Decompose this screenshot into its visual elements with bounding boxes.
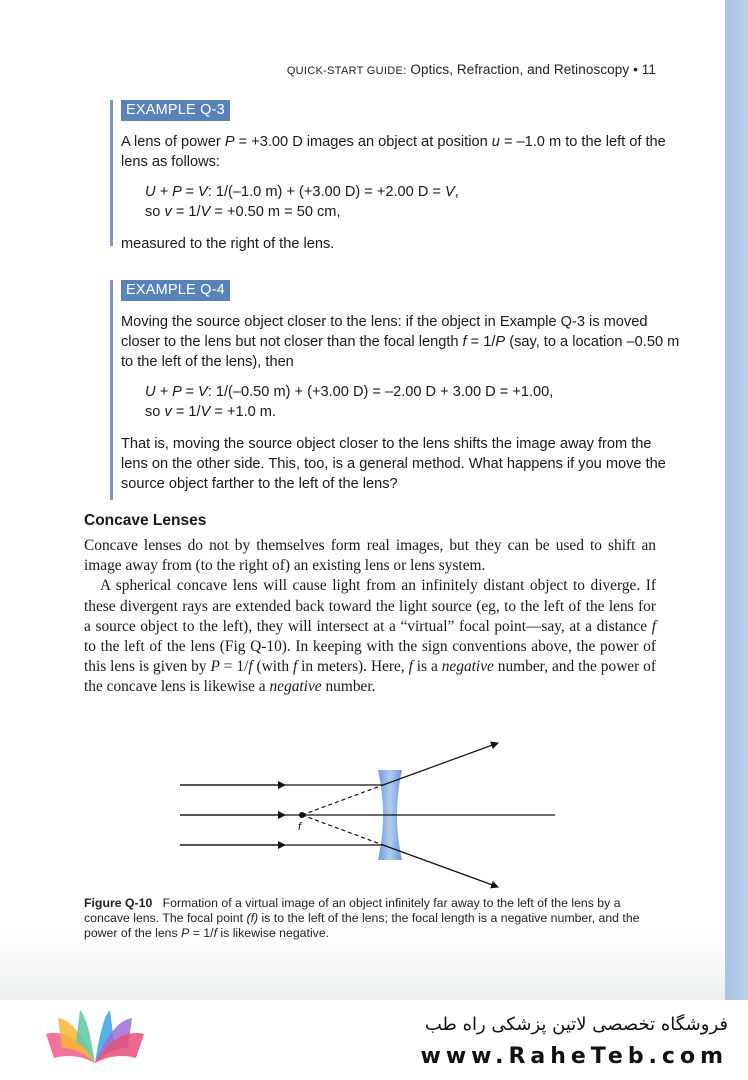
focal-point-label: f <box>298 821 302 833</box>
para2-negative-2: negative <box>269 678 322 696</box>
example-q3-eq2-e: = +0.50 m = 50 cm, <box>210 204 341 220</box>
example-q3-intro-u: u <box>491 134 500 150</box>
example-q4-box <box>110 280 681 500</box>
caption-f2: f <box>213 926 217 940</box>
example-q4-eq2-d: V <box>200 404 211 420</box>
para2-d: (with <box>252 658 293 676</box>
body-paragraph-2 <box>84 576 656 697</box>
para2-p: P <box>210 658 220 676</box>
example-q4-intro-c: (say, to a location –0.50 m to the left of the lens), then <box>121 334 680 370</box>
body-paragraph-1: Concave lenses do not by themselves form real images, but they can be used to shift an image away from (to the right of) an existing lens or lens system. <box>84 537 656 575</box>
example-q4-eq2-a: so <box>145 404 165 420</box>
focal-point <box>299 812 305 818</box>
para2-negative-1: negative <box>441 658 494 676</box>
example-q4-eq2-e: = +1.0 m. <box>210 404 277 420</box>
example-q4-intro-p: P <box>495 334 506 350</box>
guide-label: QUICK-START GUIDE: <box>286 65 407 77</box>
example-q3-equation-2 <box>145 202 681 222</box>
para2-g: is a <box>412 658 442 676</box>
figure-caption-label: Figure Q-10 <box>84 896 153 910</box>
figure-caption <box>84 896 658 941</box>
example-q4-intro <box>121 312 681 372</box>
example-q3-intro <box>121 132 681 172</box>
example-q4-equation-2 <box>145 402 681 422</box>
chapter-title: Optics, Refraction, and Retinoscopy <box>410 62 630 77</box>
example-q4-outro: That is, moving the source object closer to the lens shifts the image away from the lens on the other side. This, too, is a general method. What happens if you move the source object farther to the left of the lens? <box>121 436 666 492</box>
example-q3-eq2-b: v <box>164 204 172 220</box>
para2-c: = 1/ <box>219 658 249 676</box>
refracted-ray-bottom <box>383 845 498 887</box>
store-url: www.RaheTeb.com <box>420 1044 728 1069</box>
para2-i: number. <box>321 678 376 696</box>
page-edge-band <box>725 0 748 1000</box>
example-q3-equation-1 <box>145 182 681 202</box>
example-q3-eq1-d: , <box>454 184 459 200</box>
example-q4-intro-f: f <box>462 334 467 350</box>
para2-f1: f <box>651 617 656 635</box>
para2-f3: f <box>292 658 298 676</box>
para2-e: in meters). Here, <box>297 658 409 676</box>
example-q3-eq1-b: : 1/(–1.0 m) + (+3.00 D) = +2.00 D = <box>207 184 446 200</box>
refracted-ray-top <box>383 743 498 785</box>
para2-b: to the left of the lens (Fig Q-10). In keeping with the sign conventions above, the power of this lens is given by <box>84 638 656 676</box>
example-q4-eq2-b: v <box>164 404 172 420</box>
para2-a: A spherical concave lens will cause light from an infinitely distant object to diverge. If these divergent rays are extended back toward the light source (eg, to the left of the lens for a source object to the left), they will intersect at a “virtual” focal point—say, at a distance <box>84 577 656 635</box>
caption-a: Formation of a virtual image of an object infinitely far away to the left of the lens by a concave lens. The focal point <box>84 896 621 925</box>
section-heading: Concave Lenses <box>84 512 207 529</box>
figure-q10-diagram <box>170 735 570 895</box>
example-q4-equation-1 <box>145 382 681 402</box>
example-q4-eq1-a: U + P = V <box>145 384 208 400</box>
example-q3-eq1-c: V <box>445 184 455 200</box>
example-q3-intro-a: A lens of power <box>121 134 225 150</box>
example-q3-eq2-a: so <box>145 204 165 220</box>
para2-f4: f <box>408 658 413 676</box>
caption-f1: (f) <box>246 911 259 925</box>
example-q4-eq1-b: : 1/(–0.50 m) + (+3.00 D) = –2.00 D + 3.00 D = +1.00, <box>207 384 554 400</box>
running-head <box>0 62 656 77</box>
open-book-logo-icon <box>40 1008 150 1070</box>
caption-b: is to the left of the lens; the focal length is a negative number, and the power of the lens <box>84 911 640 940</box>
example-q4-tag: EXAMPLE Q-4 <box>121 280 230 301</box>
example-q3-intro-p: P <box>224 134 235 150</box>
example-q3-tag: EXAMPLE Q-3 <box>121 100 230 121</box>
caption-d: is likewise negative. <box>216 926 330 940</box>
virtual-ray-bottom <box>302 815 383 845</box>
example-q4-intro-b: = 1/ <box>466 334 496 350</box>
example-q4-intro-a: Moving the source object closer to the lens: if the object in Example Q-3 is moved closer to the lens but not closer than the focal length <box>121 314 648 350</box>
page-number: 11 <box>641 62 656 77</box>
para2-h: number, and the power of the concave lens is likewise a <box>84 658 656 696</box>
caption-p: P <box>181 926 190 940</box>
example-q4-eq2-c: = 1/ <box>171 404 201 420</box>
example-q3-outro: measured to the right of the lens. <box>121 236 335 252</box>
caption-c: = 1/ <box>189 926 214 940</box>
para2-f2: f <box>248 658 253 676</box>
example-q3-box <box>110 100 681 252</box>
virtual-ray-top <box>302 785 383 815</box>
example-q3-intro-c: = –1.0 m to the left of the lens as follows: <box>121 134 666 170</box>
running-head-bullet: • <box>633 62 638 77</box>
example-q3-eq2-d: V <box>200 204 211 220</box>
store-name: فروشگاه تخصصی لاتین پزشکی راه طب <box>424 1014 728 1035</box>
section-body <box>84 536 656 698</box>
example-q3-intro-b: = +3.00 D images an object at position <box>234 134 492 150</box>
example-q3-eq1-a: U + P = V <box>145 184 208 200</box>
example-q3-eq2-c: = 1/ <box>171 204 201 220</box>
